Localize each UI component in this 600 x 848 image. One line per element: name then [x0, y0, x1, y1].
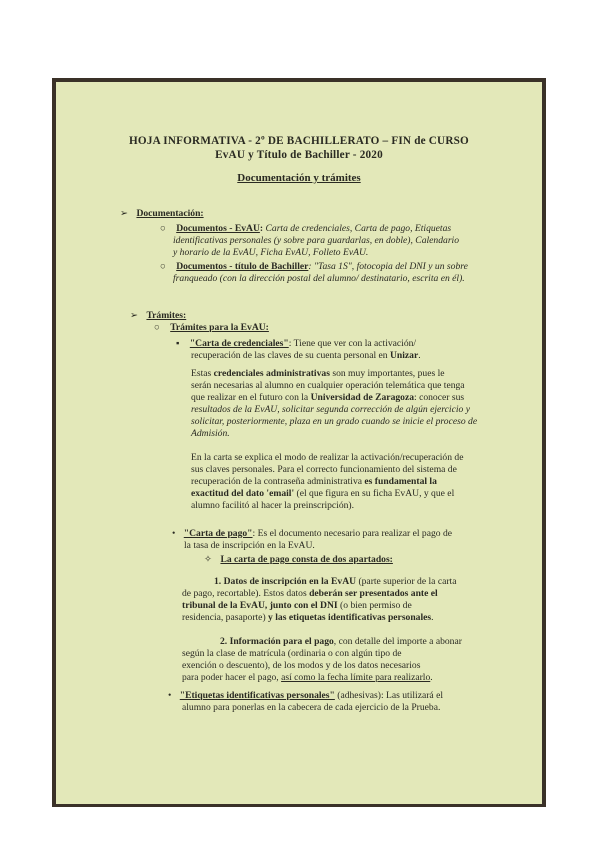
- sparkle-bullet-icon: ✧: [204, 554, 213, 565]
- carta-pago-apartados-heading: ✧ La carta de pago consta de dos apartados:: [204, 554, 393, 565]
- documentos-titulo-line-2: franqueado (con la dirección postal del alumno/ destinatario, escrita en él).: [173, 273, 465, 284]
- tramites-evau-heading: [154, 322, 269, 334]
- documentacion-label: Documentación:: [136, 208, 204, 219]
- apartado-1-line: de pago, recortable). Estos datos deberán ser presentados ante el: [182, 588, 438, 599]
- email-paragraph-line: sus claves personales. Para el correcto funcionamiento del sistema de: [191, 464, 457, 475]
- carta-pago-line-1: • "Carta de pago": Es el documento necesario para realizar el pago de: [172, 528, 453, 539]
- credenciales-paragraph-line: Estas credenciales administrativas son muy importantes, pues le: [191, 368, 445, 379]
- arrow-bullet-icon: ➢: [130, 310, 139, 321]
- carta-credenciales-line-2: recuperación de las claves de su cuenta personal en Unizar.: [191, 350, 421, 361]
- documentos-evau-text: Carta de credenciales, Carta de pago, Etiquetas: [265, 223, 452, 234]
- email-paragraph-line: exactitud del dato 'email' (el que figura en su ficha EvAU, y que el: [191, 488, 455, 499]
- carta-credenciales-label: "Carta de credenciales": [189, 338, 289, 349]
- apartado-2-line: según la clase de matrícula (ordinaria o con algún tipo de: [182, 648, 402, 659]
- carta-credenciales-line-1: ▪ "Carta de credenciales": Tiene que ver con la activación/: [176, 338, 417, 349]
- square-bullet-icon: ▪: [176, 338, 180, 349]
- credenciales-paragraph-line: Admisión.: [191, 428, 230, 439]
- email-paragraph-line: En la carta se explica el modo de realizar la activación/recuperación de: [191, 452, 464, 463]
- arrow-bullet-icon: ➢: [120, 208, 129, 219]
- tramites-evau-label: Trámites para la EvAU:: [170, 322, 269, 333]
- email-paragraph-line: alumno facilitó al hacer la preinscripción).: [191, 500, 355, 511]
- etiquetas-label: "Etiquetas identificativas personales": [179, 690, 335, 701]
- apartado-2-line: para poder hacer el pago, así como la fecha límite para realizarlo.: [182, 672, 433, 683]
- documentos-titulo-line-1: [160, 261, 468, 273]
- documentos-evau-line-1: ○ Documentos - EvAU: Carta de credenciales, Carta de pago, Etiquetas: [160, 223, 452, 234]
- apartado-2-line: 2. Información para el pago, con detalle del importe a abonar: [220, 636, 462, 647]
- document-title-line-1: HOJA INFORMATIVA - 2º DE BACHILLERATO – FIN de CURSO: [129, 135, 469, 147]
- apartado-1-line: residencia, pasaporte) y las etiquetas identificativas personales.: [182, 612, 434, 623]
- documentos-titulo-label: Documentos - título de Bachiller: [176, 261, 309, 272]
- documentos-evau-line-2: identificativas personales (y sobre para guardarlas, en doble), Calendario: [173, 235, 460, 246]
- dot-bullet-icon: •: [172, 528, 176, 539]
- tramites-heading: [130, 310, 186, 322]
- etiquetas-line-1: • "Etiquetas identificativas personales" (adhesivas): Las utilizará el: [168, 690, 444, 701]
- credenciales-paragraph-line: solicitar, posteriormente, plaza en un grado cuando se inicie el proceso de: [191, 416, 478, 427]
- carta-pago-line-2: la tasa de inscripción en la EvAU.: [184, 540, 315, 551]
- document-sheet: [56, 82, 542, 804]
- document-title-line-2: EvAU y Título de Bachiller - 2020: [215, 149, 383, 161]
- circle-bullet-icon: ○: [160, 223, 166, 234]
- documentos-evau-label: Documentos - EvAU: [176, 223, 260, 234]
- carta-pago-label: "Carta de pago": [183, 528, 253, 539]
- section-heading: Documentación y trámites: [237, 172, 361, 184]
- circle-bullet-icon: ○: [160, 261, 166, 272]
- email-paragraph-line: recuperación de la contraseña administrativa es fundamental la: [191, 476, 437, 487]
- dot-bullet-icon: •: [168, 690, 172, 701]
- documentos-titulo-text: : "Tasa 1S", fotocopia del DNI y un sobre: [308, 261, 468, 272]
- tramites-label: Trámites:: [146, 310, 187, 321]
- credenciales-paragraph-line: serán necesarias al alumno en cualquier operación telemática que tenga: [191, 380, 465, 391]
- documentos-evau-line-3: y horario de la EvAU, Ficha EvAU, Folleto EvAU.: [173, 247, 369, 258]
- apartado-1-line: tribunal de la EvAU, junto con el DNI (o bien permiso de: [182, 600, 412, 611]
- circle-bullet-icon: ○: [154, 322, 160, 333]
- documentacion-heading: [120, 208, 204, 220]
- credenciales-paragraph-line: resultados de la EvAU, solicitar segunda corrección de algún ejercicio y: [191, 404, 470, 415]
- credenciales-paragraph-line: que realizar en el futuro con la Universidad de Zaragoza: conocer sus: [191, 392, 465, 403]
- etiquetas-line-2: alumno para ponerlas en la cabecera de cada ejercicio de la Prueba.: [182, 702, 441, 713]
- apartado-2-line: exención o descuento), de los modos y de los datos necesarios: [182, 660, 421, 671]
- apartado-1-line: 1. Datos de inscripción en la EvAU (parte superior de la carta: [214, 576, 457, 587]
